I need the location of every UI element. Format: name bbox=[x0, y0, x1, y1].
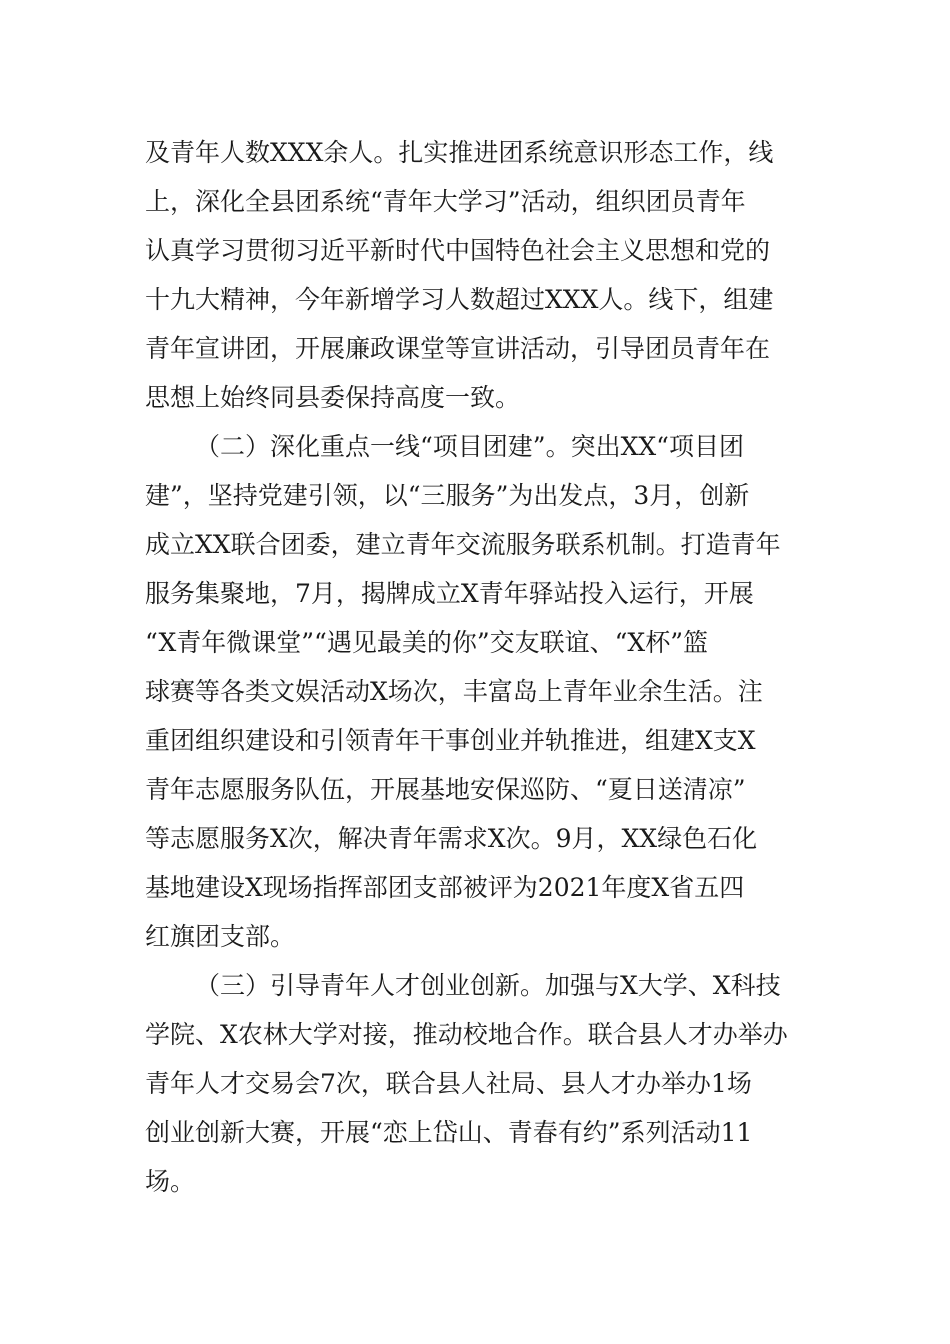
text-line: 服务集聚地，7月，揭牌成立X青年驿站投入运行，开展 bbox=[145, 579, 754, 608]
text-line: 基地建设X现场指挥部团支部被评为2021年度X省五四 bbox=[145, 873, 745, 902]
text-line: 青年志愿服务队伍，开展基地安保巡防、“夏日送清凉” bbox=[145, 775, 746, 804]
text-line: 场。 bbox=[145, 1167, 196, 1196]
text-line: 学院、X农林大学对接，推动校地合作。联合县人才办举办 bbox=[145, 1020, 788, 1049]
text-line: 成立XX联合团委，建立青年交流服务联系机制。打造青年 bbox=[145, 530, 781, 559]
text-line: 重团组织建设和引领青年干事创业并轨推进，组建X支X bbox=[145, 726, 756, 755]
text-line: 等志愿服务X次，解决青年需求X次。9月，XX绿色石化 bbox=[145, 824, 758, 853]
text-line: 青年宣讲团，开展廉政课堂等宣讲活动，引导团员青年在 bbox=[145, 334, 771, 363]
text-line: 建”，坚持党建引领，以“三服务”为出发点，3月，创新 bbox=[145, 481, 750, 510]
text-line: 及青年人数XXX余人。扎实推进团系统意识形态工作，线 bbox=[145, 138, 774, 167]
text-line: 认真学习贯彻习近平新时代中国特色社会主义思想和党的 bbox=[145, 236, 771, 265]
text-line: 创业创新大赛，开展“恋上岱山、青春有约”系列活动11 bbox=[145, 1118, 753, 1147]
text-line: 球赛等各类文娱活动X场次，丰富岛上青年业余生活。注 bbox=[145, 677, 763, 706]
body-text bbox=[145, 128, 807, 1206]
section-heading-line: （三）引导青年人才创业创新。加强与X大学、X科技 bbox=[195, 971, 781, 1000]
text-line: 红旗团支部。 bbox=[145, 922, 296, 951]
section-heading-line: （二）深化重点一线“项目团建”。突出XX“项目团 bbox=[195, 432, 744, 461]
text-line: “X青年微课堂”“遇见最美的你”交友联谊、“X杯”篮 bbox=[145, 628, 708, 657]
text-line: 十九大精神，今年新增学习人数超过XXX人。线下，组建 bbox=[145, 285, 774, 314]
text-line: 青年人才交易会7次，联合县人社局、县人才办举办1场 bbox=[145, 1069, 752, 1098]
text-line: 上，深化全县团系统“青年大学习”活动，组织团员青年 bbox=[145, 187, 746, 216]
text-line: 思想上始终同县委保持高度一致。 bbox=[145, 383, 521, 412]
